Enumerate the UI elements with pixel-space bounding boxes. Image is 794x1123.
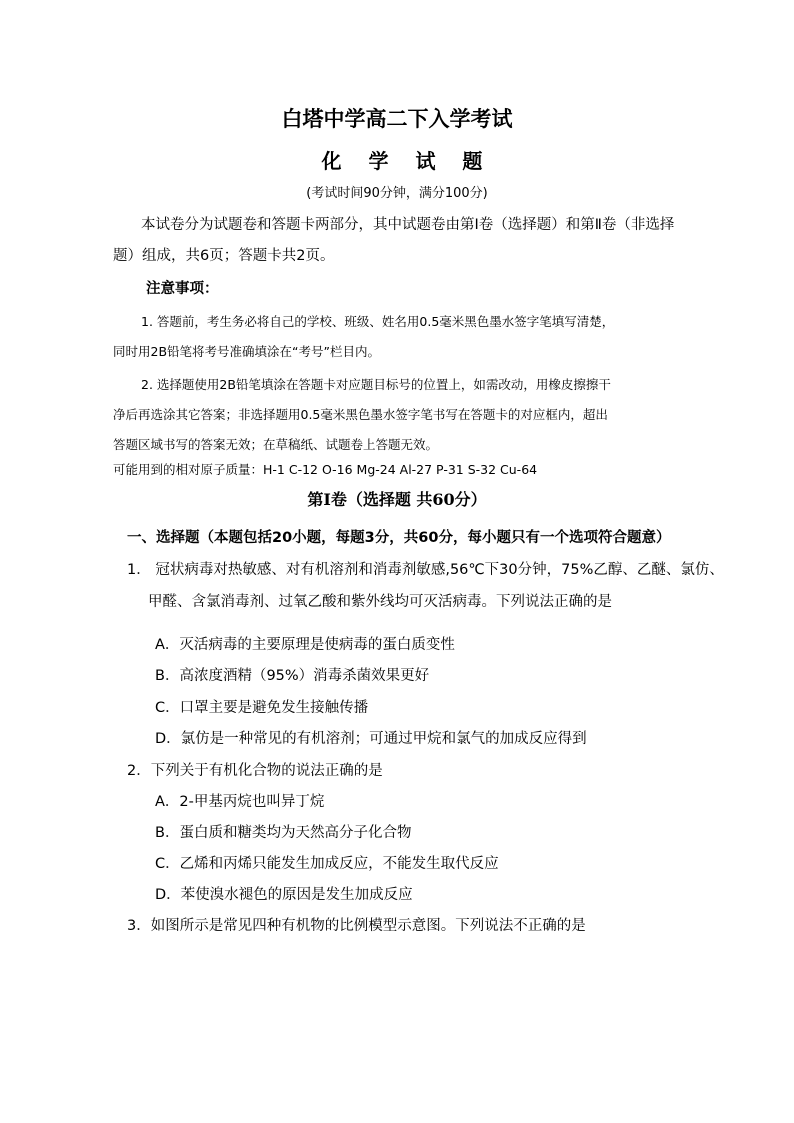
question-1-option-c: C．口罩主要是避免发生接触传播 — [155, 700, 369, 716]
question-1-option-d: D．氯仿是一种常见的有机溶剂；可通过甲烷和氯气的加成反应得到 — [155, 731, 587, 747]
section-1-subtitle: 一、选择题（本题包括20小题，每题3分，共60分，每小题只有一个选项符合题意） — [127, 530, 671, 546]
question-1-option-a: A．灭活病毒的主要原理是使病毒的蛋白质变性 — [155, 637, 455, 653]
atomic-masses: 可能用到的相对原子质量：H-1 C-12 O-16 Mg-24 Al-27 P-31 S-32 Cu-64 — [113, 462, 538, 477]
notice-title: 注意事项： — [146, 281, 219, 297]
notice-item-2-line-2: 净后再选涂其它答案；非选择题用0.5毫米黑色墨水签字笔书写在答题卡的对应框内，超出 — [113, 407, 608, 422]
question-1-stem-line-2: 甲醛、含氯消毒剂、过氧乙酸和紫外线均可灭活病毒。下列说法正确的是 — [148, 594, 612, 610]
school-title: 白塔中学高二下入学考试 — [281, 106, 513, 131]
question-2-option-b: B．蛋白质和糖类均为天然高分子化合物 — [155, 825, 412, 841]
question-1-option-b: B．高浓度酒精（95%）消毒杀菌效果更好 — [155, 668, 430, 684]
subject-title: 化 学 试 题 — [321, 149, 493, 173]
intro-line-2: 题）组成，共6页；答题卡共2页。 — [113, 248, 335, 264]
question-1-stem-line-1: 1． 冠状病毒对热敏感、对有机溶剂和消毒剂敏感,56℃下30分钟，75%乙醇、乙醚、氯仿、 — [127, 562, 724, 578]
notice-item-1-line-2: 同时用2B铅笔将考号准确填涂在“考号”栏目内。 — [113, 344, 380, 359]
section-1-title: 第Ⅰ卷（选择题 共60分） — [307, 490, 487, 509]
question-2-option-c: C．乙烯和丙烯只能发生加成反应，不能发生取代反应 — [155, 856, 499, 872]
question-3-stem: 3．如图所示是常见四种有机物的比例模型示意图。下列说法不正确的是 — [127, 918, 586, 934]
notice-item-2-line-1: 2. 选择题使用2B铅笔填涂在答题卡对应题目标号的位置上，如需改动，用橡皮擦擦干 — [141, 377, 611, 392]
notice-item-2-line-3: 答题区域书写的答案无效；在草稿纸、试题卷上答题无效。 — [113, 437, 439, 452]
exam-info: (考试时间90分钟，满分100分) — [306, 186, 488, 201]
question-2-option-d: D．苯使溴水褪色的原因是发生加成反应 — [155, 887, 413, 903]
question-2-stem: 2．下列关于有机化合物的说法正确的是 — [127, 763, 383, 779]
notice-item-1-line-1: 1. 答题前，考生务必将自己的学校、班级、姓名用0.5毫米黑色墨水签字笔填写清楚， — [141, 314, 615, 329]
intro-line-1: 本试卷分为试题卷和答题卡两部分，其中试题卷由第Ⅰ卷（选择题）和第Ⅱ卷（非选择 — [141, 217, 675, 233]
question-2-option-a: A．2-甲基丙烷也叫异丁烷 — [155, 794, 325, 810]
